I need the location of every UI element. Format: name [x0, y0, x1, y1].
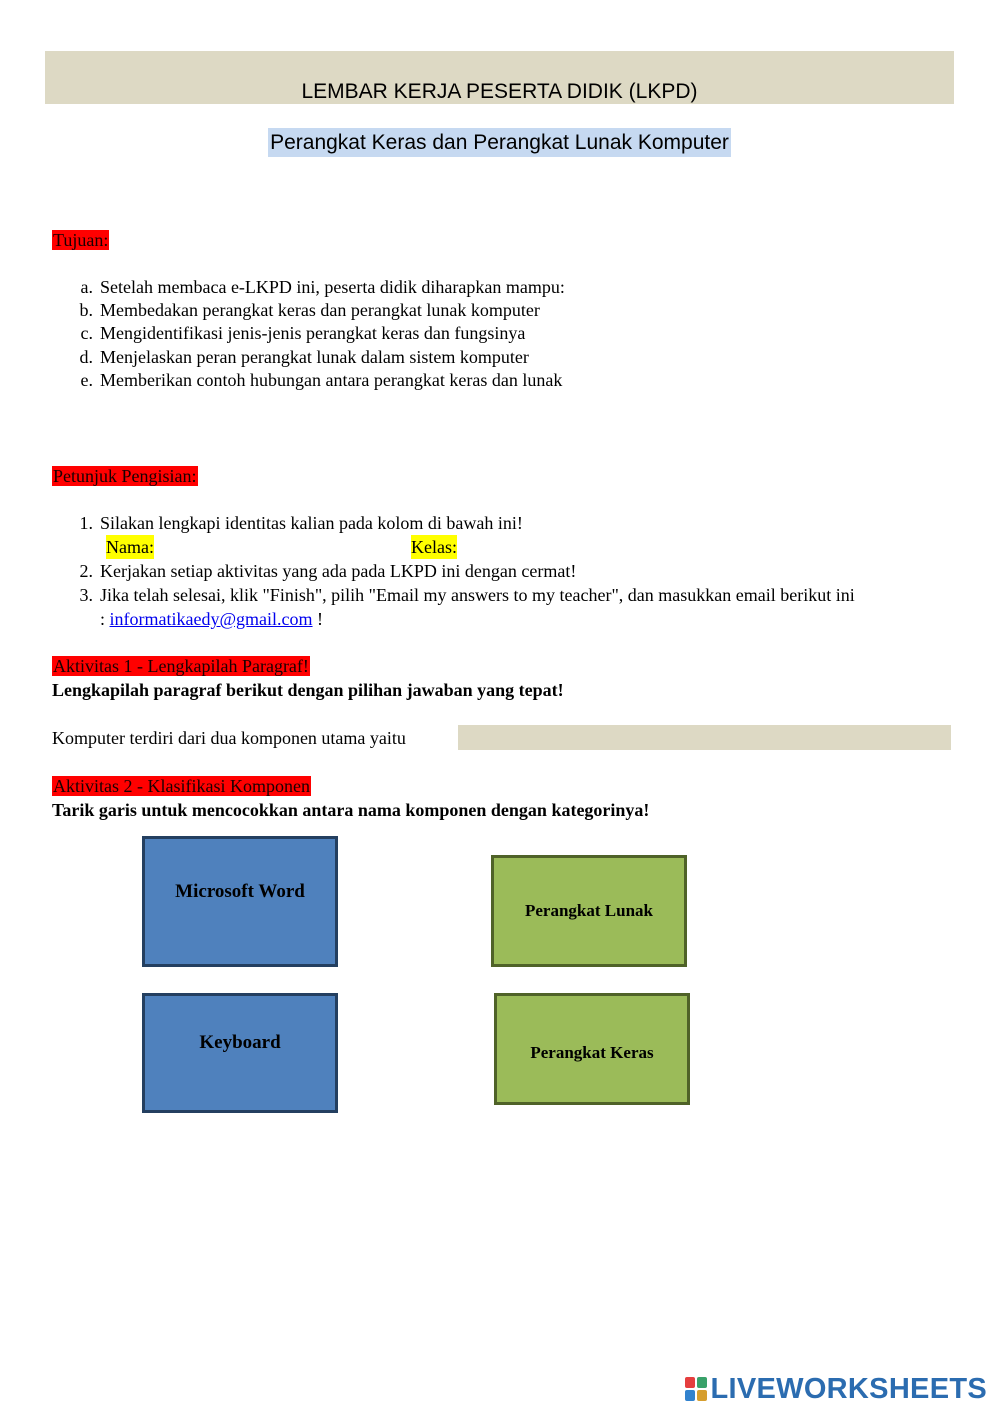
list-item-text: Menjelaskan peran perangkat lunak dalam sistem komputer: [100, 346, 529, 367]
list-item: [45, 322, 975, 345]
list-item-text: Kerjakan setiap aktivitas yang ada pada LKPD ini dengan cermat!: [100, 561, 577, 581]
nama-label[interactable]: Nama:: [106, 537, 154, 557]
list-item-text: Silakan lengkapi identitas kalian pada kolom di bawah ini!: [100, 513, 523, 533]
subtitle-container: [0, 128, 999, 157]
list-item: [45, 346, 975, 369]
list-marker: 1.: [79, 513, 93, 533]
aktivitas2-instruction: Tarik garis untuk mencocokkan antara nama komponen dengan kategorinya!: [52, 800, 650, 820]
petunjuk-section-label-container: [52, 465, 198, 487]
liveworksheets-logo-icon: [685, 1377, 707, 1401]
tujuan-label: Tujuan:: [53, 230, 109, 250]
aktivitas1-instruction: Lengkapilah paragraf berikut dengan pilihan jawaban yang tepat!: [52, 680, 564, 700]
item-box-keyboard[interactable]: [142, 993, 338, 1113]
list-marker: e.: [80, 369, 93, 390]
list-item: [45, 369, 975, 392]
email-link[interactable]: informatikaedy@gmail.com: [109, 609, 313, 629]
category-label: Perangkat Lunak: [525, 901, 653, 920]
list-marker: 3.: [79, 585, 93, 605]
list-item-text: Membedakan perangkat keras dan perangkat lunak komputer: [100, 300, 540, 321]
aktivitas1-sentence: Komputer terdiri dari dua komponen utama yaitu: [52, 728, 406, 748]
tujuan-list: [45, 276, 975, 392]
petunjuk-label: Petunjuk Pengisian:: [53, 466, 197, 486]
list-item: [45, 559, 985, 583]
tujuan-section-label-container: [52, 229, 109, 251]
page-title: LEMBAR KERJA PESERTA DIDIK (LKPD): [301, 80, 698, 103]
list-marker: d.: [79, 346, 93, 367]
list-marker: 2.: [79, 561, 93, 581]
list-item: [45, 276, 975, 299]
answer-input[interactable]: [458, 725, 951, 750]
item-label: Keyboard: [199, 1032, 281, 1053]
aktivitas1-label-container: [52, 655, 310, 677]
list-marker: b.: [79, 300, 93, 321]
list-marker: a.: [80, 277, 93, 297]
page-subtitle: Perangkat Keras dan Perangkat Lunak Komputer: [268, 128, 731, 157]
item-box-microsoft-word[interactable]: [142, 836, 338, 967]
email-suffix: !: [317, 609, 324, 629]
kelas-label[interactable]: Kelas:: [411, 537, 457, 557]
identity-row: [45, 535, 985, 559]
aktivitas1-label: Aktivitas 1 - Lengkapilah Paragraf!: [53, 656, 309, 676]
list-item-text: Memberikan contoh hubungan antara perangkat keras dan lunak: [100, 369, 563, 390]
email-prefix: :: [100, 609, 106, 629]
category-label: Perangkat Keras: [530, 1043, 654, 1062]
list-item-text: Setelah membaca e-LKPD ini, peserta didik diharapkan mampu:: [100, 277, 565, 297]
liveworksheets-brand: [685, 1374, 988, 1404]
category-box-perangkat-lunak[interactable]: [491, 855, 687, 967]
list-marker: c.: [80, 323, 93, 344]
item-label: Microsoft Word: [175, 880, 305, 902]
category-box-perangkat-keras[interactable]: [494, 993, 690, 1105]
brand-text: LIVEWORKSHEETS: [710, 1373, 987, 1405]
petunjuk-list: [45, 511, 985, 631]
list-item-text: Mengidentifikasi jenis-jenis perangkat keras dan fungsinya: [100, 323, 526, 344]
aktivitas2-label: Aktivitas 2 - Klasifikasi Komponen: [53, 776, 310, 796]
list-item: [45, 299, 975, 322]
aktivitas2-label-container: [52, 775, 311, 797]
step3-text: Jika telah selesai, klik "Finish", pilih "Email my answers to my teacher", dan masukkan email berikut ini: [100, 585, 855, 605]
list-item-text: [100, 583, 855, 631]
list-item: [45, 583, 985, 631]
list-item: [45, 511, 985, 535]
